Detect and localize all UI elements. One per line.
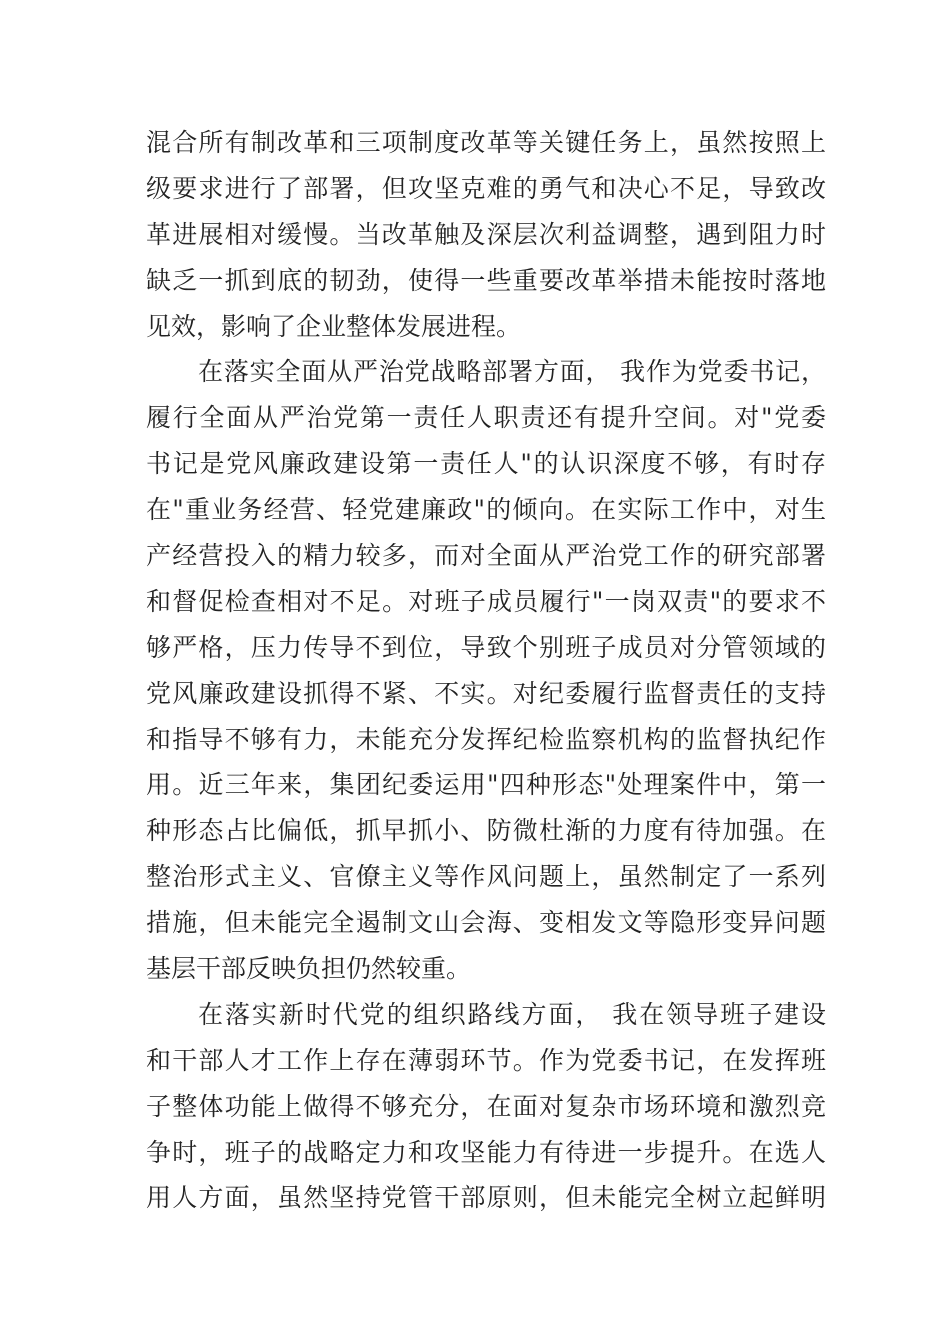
text-line: 书记是党风廉政建设第一责任人"的认识深度不够，有时存	[146, 449, 826, 479]
text-line: 在"重业务经营、轻党建廉政"的倾向。在实际工作中，对生	[146, 495, 826, 525]
text-line: 革进展相对缓慢。当改革触及深层次利益调整，遇到阻力时	[146, 219, 826, 249]
text-line: 履行全面从严治党第一责任人职责还有提升空间。对"党委	[146, 403, 826, 433]
text-line: 混合所有制改革和三项制度改革等关键任务上，虽然按照上	[146, 128, 826, 157]
text-line: 用。近三年来，集团纪委运用"四种形态"处理案件中，第一	[146, 770, 826, 800]
paragraph-3	[146, 992, 826, 1221]
paragraph-1	[146, 120, 826, 349]
text-line: 和干部人才工作上存在薄弱环节。作为党委书记，在发挥班	[146, 1045, 826, 1075]
text-line: 整治形式主义、官僚主义等作风问题上，虽然制定了一系列	[146, 862, 826, 892]
text-line: 用人方面，虽然坚持党管干部原则，但未能完全树立起鲜明	[146, 1183, 826, 1213]
paragraph-2	[146, 349, 826, 991]
text-line: 基层干部反映负担仍然较重。	[146, 954, 472, 984]
text-line: 争时，班子的战略定力和攻坚能力有待进一步提升。在选人	[146, 1137, 826, 1167]
text-line: 种形态占比偏低，抓早抓小、防微杜渐的力度有待加强。在	[146, 816, 826, 846]
body-text	[146, 120, 826, 1221]
text-line: 措施，但未能完全遏制文山会海、变相发文等隐形变异问题	[146, 908, 826, 938]
text-line: 子整体功能上做得不够充分，在面对复杂市场环境和激烈竞	[146, 1091, 826, 1121]
text-line: 和督促检查相对不足。对班子成员履行"一岗双责"的要求不	[146, 586, 826, 616]
text-line: 级要求进行了部署，但攻坚克难的勇气和决心不足，导致改	[146, 173, 826, 203]
text-line: 够严格，压力传导不到位，导致个别班子成员对分管领域的	[146, 632, 826, 662]
text-line: 党风廉政建设抓得不紧、不实。对纪委履行监督责任的支持	[146, 678, 826, 708]
text-line: 产经营投入的精力较多，而对全面从严治党工作的研究部署	[146, 541, 826, 571]
text-line: 缺乏一抓到底的韧劲，使得一些重要改革举措未能按时落地	[146, 265, 826, 295]
text-line: 见效，影响了企业整体发展进程。	[146, 311, 522, 341]
text-line: 在落实新时代党的组织路线方面， 我在领导班子建设	[198, 999, 826, 1029]
text-line: 和指导不够有力，未能充分发挥纪检监察机构的监督执纪作	[146, 724, 826, 754]
text-line: 在落实全面从严治党战略部署方面， 我作为党委书记，	[198, 357, 826, 387]
